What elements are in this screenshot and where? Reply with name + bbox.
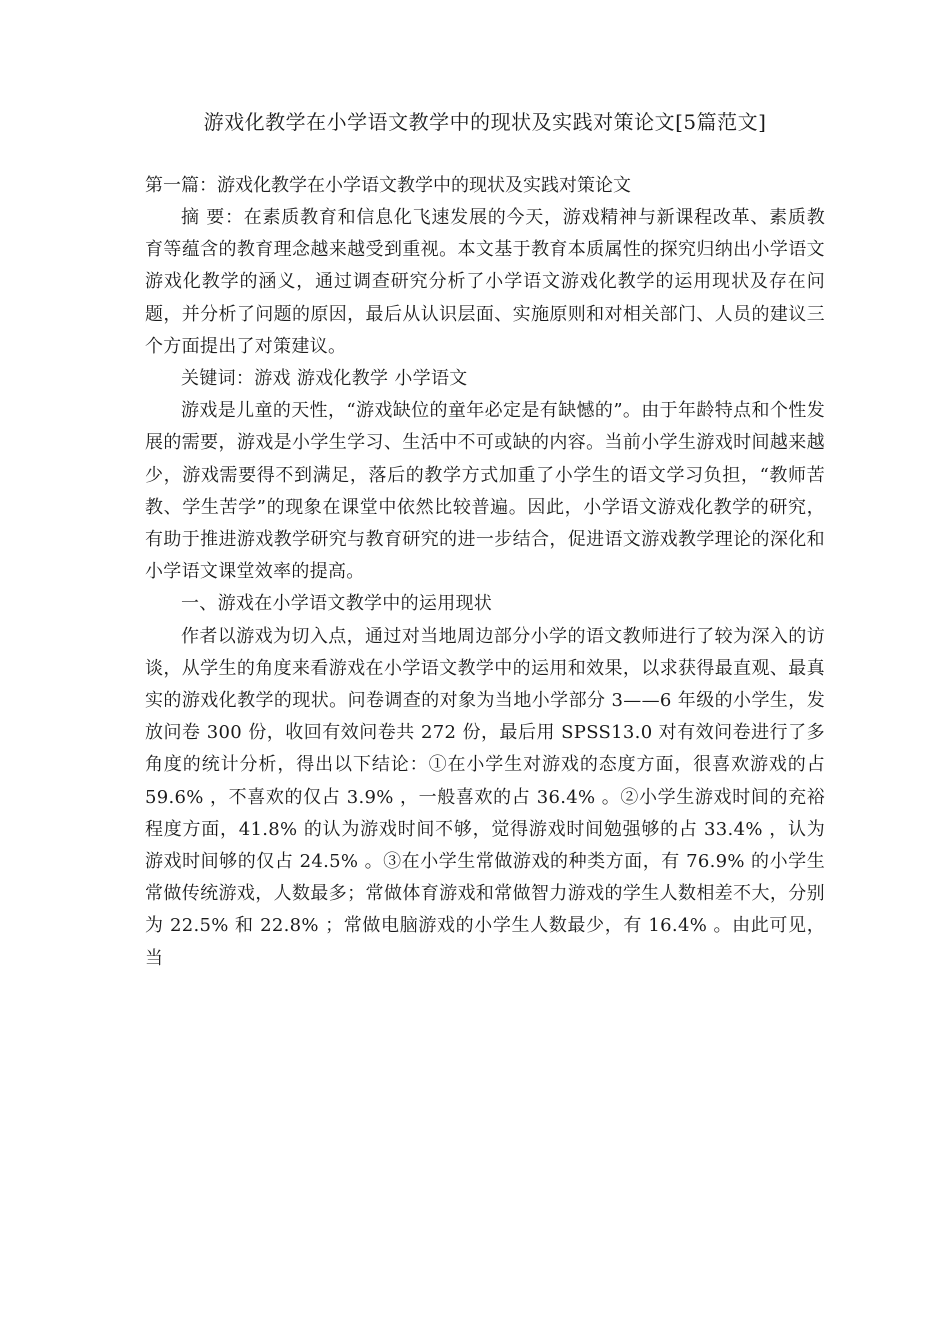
survey-paragraph: 作者以游戏为切入点，通过对当地周边部分小学的语文教师进行了较为深入的访谈，从学生的角度来看游戏在小学语文教学中的运用和效果，以求获得最直观、最真实的游戏化教学的现状。问卷调查的对象为当地小学部分 3——6 年级的小学生，发放问卷 300 份，收回有效问卷共 272 份，最后用 SPSS13.0 对有效问卷进行了多角度的统计分析，得出以下结论：①在小学生对游戏的态度方面，很喜欢游戏的占 59.6% ，不喜欢的仅占 3.9% ，一般喜欢的占 36.4% 。②小学生游戏时间的充裕程度方面，41.8% 的认为游戏时间不够，觉得游戏时间勉强够的占 33.4% ，认为游戏时间够的仅占 24.5% 。③在小学生常做游戏的种类方面，有 76.9% 的小学生常做传统游戏，人数最多；常做体育游戏和常做智力游戏的学生人数相差不大，分别为 22.5% 和 22.8% ；常做电脑游戏的小学生人数最少，有 16.4% 。由此可见，当 [145, 625, 825, 969]
section-heading: 一、游戏在小学语文教学中的运用现状 [181, 593, 493, 615]
abstract-paragraph: 摘 要：在素质教育和信息化飞速发展的今天，游戏精神与新课程改革、素质教育等蕴含的教育理念越来越受到重视。本文基于教育本质属性的探究归纳出小学语文游戏化教学的涵义，通过调查研究分析了小学语文游戏化教学的运用现状及存在问题，并分析了问题的原因，最后从认识层面、实施原则和对相关部门、人员的建议三个方面提出了对策建议。 [145, 207, 825, 357]
document-page [145, 104, 825, 975]
document-title: 游戏化教学在小学语文教学中的现状及实践对策论文[5篇范文] [203, 110, 767, 134]
intro-paragraph: 游戏是儿童的天性，“游戏缺位的童年必定是有缺憾的”。由于年龄特点和个性发展的需要，游戏是小学生学习、生活中不可或缺的内容。当前小学生游戏时间越来越少，游戏需要得不到满足，落后的教学方式加重了小学生的语文学习负担，“教师苦教、学生苦学”的现象在课堂中依然比较普遍。因此，小学语文游戏化教学的研究，有助于推进游戏教学研究与教育研究的进一步结合，促进语文游戏教学理论的深化和小学语文课堂效率的提高。 [145, 400, 825, 583]
chapter-heading: 第一篇：游戏化教学在小学语文教学中的现状及实践对策论文 [145, 175, 631, 196]
keywords-line: 关键词：游戏 游戏化教学 小学语文 [181, 368, 468, 390]
